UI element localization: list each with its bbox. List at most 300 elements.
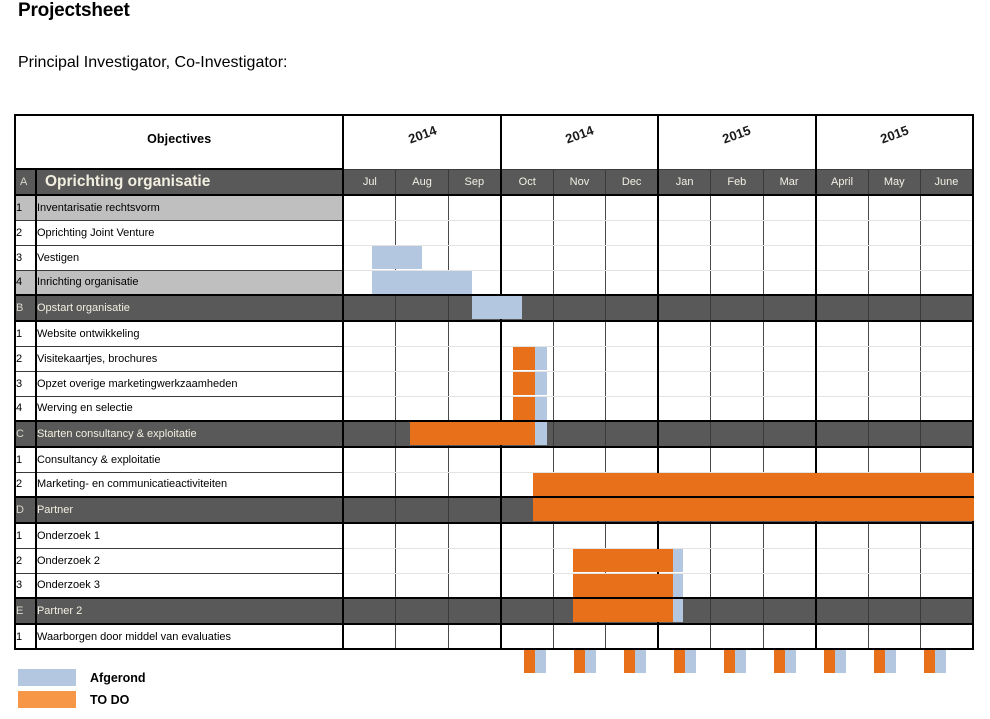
cell-4-jan[interactable] — [658, 270, 710, 295]
cell-1-jan[interactable] — [658, 195, 710, 220]
task-code-1: 1 — [15, 624, 36, 649]
cell-3-june[interactable] — [920, 371, 973, 396]
section-code-D: D — [15, 497, 36, 523]
section-row — [15, 497, 973, 523]
cell-E-jan[interactable] — [658, 598, 710, 624]
cell-2-jan[interactable] — [658, 220, 710, 245]
cell-4-aug[interactable] — [396, 270, 448, 295]
month-header-may[interactable]: May — [868, 169, 920, 195]
cell-C-jan[interactable] — [658, 421, 710, 447]
cell-2-mar[interactable] — [763, 346, 815, 371]
cell-2-jul[interactable] — [343, 346, 395, 371]
legend — [18, 668, 146, 712]
cell-3-jul[interactable] — [343, 371, 395, 396]
cell-2-oct[interactable] — [501, 548, 553, 573]
cell-2-jan[interactable] — [658, 472, 710, 497]
cell-2-nov[interactable] — [553, 548, 605, 573]
cell-B-aug[interactable] — [396, 295, 448, 321]
task-name: Onderzoek 3 — [36, 573, 343, 598]
cell-E-feb[interactable] — [711, 598, 763, 624]
cell-3-sep[interactable] — [448, 245, 500, 270]
cell-B-mar[interactable] — [763, 295, 815, 321]
cell-C-feb[interactable] — [711, 421, 763, 447]
cell-B-oct[interactable] — [501, 295, 553, 321]
cell-3-jan[interactable] — [658, 245, 710, 270]
task-row — [15, 472, 973, 497]
cell-2-june[interactable] — [920, 548, 973, 573]
cell-2-dec[interactable] — [606, 346, 658, 371]
task-row — [15, 346, 973, 371]
cell-4-april[interactable] — [816, 396, 868, 421]
cell-1-june[interactable] — [920, 195, 973, 220]
cell-C-dec[interactable] — [606, 421, 658, 447]
cell-1-jul[interactable] — [343, 523, 395, 548]
month-header-jan[interactable]: Jan — [658, 169, 710, 195]
cell-2-feb[interactable] — [711, 346, 763, 371]
task-code-2: 2 — [15, 220, 36, 245]
cell-D-sep[interactable] — [448, 497, 500, 523]
cell-2-april[interactable] — [816, 548, 868, 573]
cell-2-may[interactable] — [868, 548, 920, 573]
cell-2-sep[interactable] — [448, 548, 500, 573]
cell-2-jul[interactable] — [343, 472, 395, 497]
cell-D-jul[interactable] — [343, 497, 395, 523]
bar-done-marker-june — [935, 650, 946, 673]
cell-4-mar[interactable] — [763, 396, 815, 421]
cell-2-sep[interactable] — [448, 472, 500, 497]
cell-2-aug[interactable] — [396, 548, 448, 573]
cell-E-mar[interactable] — [763, 598, 815, 624]
cell-1-jan[interactable] — [658, 624, 710, 649]
cell-1-mar[interactable] — [763, 523, 815, 548]
section-name: Starten consultancy & exploitatie — [36, 421, 343, 447]
bar-todo-marker-mar — [774, 650, 785, 673]
cell-B-jan[interactable] — [658, 295, 710, 321]
cell-3-jan[interactable] — [658, 573, 710, 598]
task-code-3: 3 — [15, 573, 36, 598]
cell-C-mar[interactable] — [763, 421, 815, 447]
cell-4-oct[interactable] — [501, 396, 553, 421]
cell-1-nov[interactable] — [553, 624, 605, 649]
cell-4-dec[interactable] — [606, 270, 658, 295]
cell-1-may[interactable] — [868, 624, 920, 649]
task-row — [15, 321, 973, 346]
cell-2-mar[interactable] — [763, 220, 815, 245]
cell-2-feb[interactable] — [711, 220, 763, 245]
cell-3-feb[interactable] — [711, 245, 763, 270]
cell-1-april[interactable] — [816, 195, 868, 220]
month-header-april[interactable]: April — [816, 169, 868, 195]
cell-1-sep[interactable] — [448, 447, 500, 472]
cell-3-april[interactable] — [816, 245, 868, 270]
cell-1-april[interactable] — [816, 321, 868, 346]
cell-2-nov[interactable] — [553, 346, 605, 371]
cell-2-april[interactable] — [816, 472, 868, 497]
cell-C-jul[interactable] — [343, 421, 395, 447]
cell-1-dec[interactable] — [606, 447, 658, 472]
cell-C-oct[interactable] — [501, 421, 553, 447]
cell-2-dec[interactable] — [606, 548, 658, 573]
cell-3-oct[interactable] — [501, 573, 553, 598]
cell-D-feb[interactable] — [711, 497, 763, 523]
objectives-header-label: Objectives — [147, 132, 212, 146]
section-name: Partner — [36, 497, 343, 523]
cell-3-jan[interactable] — [658, 371, 710, 396]
cell-2-june[interactable] — [920, 472, 973, 497]
cell-1-may[interactable] — [868, 523, 920, 548]
cell-E-may[interactable] — [868, 598, 920, 624]
cell-1-aug[interactable] — [396, 447, 448, 472]
task-row — [15, 245, 973, 270]
cell-3-april[interactable] — [816, 371, 868, 396]
cell-1-may[interactable] — [868, 195, 920, 220]
cell-B-dec[interactable] — [606, 295, 658, 321]
cell-1-mar[interactable] — [763, 195, 815, 220]
cell-1-aug[interactable] — [396, 195, 448, 220]
task-code-1: 1 — [15, 523, 36, 548]
cell-3-dec[interactable] — [606, 371, 658, 396]
cell-1-feb[interactable] — [711, 195, 763, 220]
cell-2-aug[interactable] — [396, 220, 448, 245]
cell-3-jul[interactable] — [343, 245, 395, 270]
year-label: 2014 — [405, 122, 439, 147]
month-header-jul[interactable]: Jul — [343, 169, 395, 195]
legend-swatch-afgerond — [18, 669, 76, 686]
cell-E-april[interactable] — [816, 598, 868, 624]
bar-done-marker-may — [885, 650, 896, 673]
cell-3-nov[interactable] — [553, 371, 605, 396]
cell-2-may[interactable] — [868, 346, 920, 371]
cell-2-aug[interactable] — [396, 346, 448, 371]
cell-2-jan[interactable] — [658, 346, 710, 371]
task-name: Waarborgen door middel van evaluaties — [36, 624, 343, 649]
cell-1-jan[interactable] — [658, 523, 710, 548]
cell-1-sep[interactable] — [448, 195, 500, 220]
cell-4-nov[interactable] — [553, 270, 605, 295]
task-name: Website ontwikkeling — [36, 321, 343, 346]
bar-todo-marker-nov — [574, 650, 585, 673]
section-row — [15, 421, 973, 447]
cell-2-nov[interactable] — [553, 472, 605, 497]
cell-1-jul[interactable] — [343, 624, 395, 649]
cell-B-june[interactable] — [920, 295, 973, 321]
cell-2-sep[interactable] — [448, 220, 500, 245]
cell-2-feb[interactable] — [711, 472, 763, 497]
year-group-0 — [343, 115, 500, 169]
cell-2-oct[interactable] — [501, 346, 553, 371]
cell-2-may[interactable] — [868, 220, 920, 245]
cell-4-jan[interactable] — [658, 396, 710, 421]
cell-4-june[interactable] — [920, 270, 973, 295]
task-name: Oprichting Joint Venture — [36, 220, 343, 245]
month-header-june[interactable]: June — [920, 169, 973, 195]
year-label: 2015 — [720, 122, 754, 147]
cell-E-jul[interactable] — [343, 598, 395, 624]
cell-E-aug[interactable] — [396, 598, 448, 624]
cell-C-april[interactable] — [816, 421, 868, 447]
cell-E-june[interactable] — [920, 598, 973, 624]
cell-D-nov[interactable] — [553, 497, 605, 523]
cell-1-oct[interactable] — [501, 447, 553, 472]
task-name: Visitekaartjes, brochures — [36, 346, 343, 371]
cell-B-sep[interactable] — [448, 295, 500, 321]
cell-4-nov[interactable] — [553, 396, 605, 421]
section-name: Opstart organisatie — [36, 295, 343, 321]
cell-D-april[interactable] — [816, 497, 868, 523]
month-header-sep[interactable]: Sep — [448, 169, 500, 195]
cell-1-april[interactable] — [816, 523, 868, 548]
cell-1-oct[interactable] — [501, 321, 553, 346]
cell-3-oct[interactable] — [501, 371, 553, 396]
cell-1-nov[interactable] — [553, 321, 605, 346]
cell-E-nov[interactable] — [553, 598, 605, 624]
bar-todo-marker-may — [874, 650, 885, 673]
cell-4-sep[interactable] — [448, 396, 500, 421]
cell-1-jan[interactable] — [658, 321, 710, 346]
cell-D-jan[interactable] — [658, 497, 710, 523]
cell-C-sep[interactable] — [448, 421, 500, 447]
month-header-feb[interactable]: Feb — [711, 169, 763, 195]
cell-2-april[interactable] — [816, 346, 868, 371]
cell-2-june[interactable] — [920, 220, 973, 245]
cell-2-mar[interactable] — [763, 472, 815, 497]
cell-3-aug[interactable] — [396, 573, 448, 598]
task-code-2: 2 — [15, 548, 36, 573]
cell-D-mar[interactable] — [763, 497, 815, 523]
cell-3-sep[interactable] — [448, 573, 500, 598]
cell-1-may[interactable] — [868, 321, 920, 346]
cell-1-dec[interactable] — [606, 195, 658, 220]
task-code-1: 1 — [15, 195, 36, 220]
cell-3-sep[interactable] — [448, 371, 500, 396]
month-header-aug[interactable]: Aug — [396, 169, 448, 195]
section-row — [15, 295, 973, 321]
cell-C-may[interactable] — [868, 421, 920, 447]
task-row — [15, 220, 973, 245]
cell-3-mar[interactable] — [763, 371, 815, 396]
month-header-row — [15, 169, 973, 195]
cell-1-mar[interactable] — [763, 321, 815, 346]
bar-todo-marker-jan — [674, 650, 685, 673]
cell-1-may[interactable] — [868, 447, 920, 472]
cell-3-aug[interactable] — [396, 245, 448, 270]
task-code-3: 3 — [15, 371, 36, 396]
cell-B-nov[interactable] — [553, 295, 605, 321]
cell-D-may[interactable] — [868, 497, 920, 523]
cell-2-jul[interactable] — [343, 548, 395, 573]
gantt-body — [15, 195, 973, 649]
cell-3-mar[interactable] — [763, 573, 815, 598]
cell-2-may[interactable] — [868, 472, 920, 497]
cell-D-june[interactable] — [920, 497, 973, 523]
task-row — [15, 523, 973, 548]
cell-B-feb[interactable] — [711, 295, 763, 321]
objectives-header-cell — [15, 115, 343, 169]
bar-todo-marker-april — [824, 650, 835, 673]
cell-1-dec[interactable] — [606, 624, 658, 649]
cell-1-aug[interactable] — [396, 624, 448, 649]
cell-3-feb[interactable] — [711, 371, 763, 396]
cell-1-june[interactable] — [920, 447, 973, 472]
cell-3-feb[interactable] — [711, 573, 763, 598]
task-row — [15, 548, 973, 573]
bar-todo-marker-dec — [624, 650, 635, 673]
cell-1-feb[interactable] — [711, 447, 763, 472]
cell-1-sep[interactable] — [448, 321, 500, 346]
task-name: Inventarisatie rechtsvorm — [36, 195, 343, 220]
cell-3-may[interactable] — [868, 371, 920, 396]
cell-2-feb[interactable] — [711, 548, 763, 573]
cell-1-april[interactable] — [816, 447, 868, 472]
task-code-1: 1 — [15, 321, 36, 346]
cell-3-dec[interactable] — [606, 573, 658, 598]
cell-1-dec[interactable] — [606, 321, 658, 346]
cell-2-jan[interactable] — [658, 548, 710, 573]
cell-1-oct[interactable] — [501, 195, 553, 220]
cell-4-oct[interactable] — [501, 270, 553, 295]
cell-1-nov[interactable] — [553, 447, 605, 472]
month-header-nov[interactable]: Nov — [553, 169, 605, 195]
cell-2-oct[interactable] — [501, 220, 553, 245]
cell-1-jan[interactable] — [658, 447, 710, 472]
section-code-B: B — [15, 295, 36, 321]
year-group-1 — [501, 115, 658, 169]
cell-E-dec[interactable] — [606, 598, 658, 624]
cell-D-oct[interactable] — [501, 497, 553, 523]
bar-done-marker-nov — [585, 650, 596, 673]
cell-C-june[interactable] — [920, 421, 973, 447]
cell-1-april[interactable] — [816, 624, 868, 649]
cell-1-feb[interactable] — [711, 321, 763, 346]
cell-1-mar[interactable] — [763, 624, 815, 649]
cell-2-jul[interactable] — [343, 220, 395, 245]
cell-E-sep[interactable] — [448, 598, 500, 624]
cell-4-feb[interactable] — [711, 270, 763, 295]
cell-4-may[interactable] — [868, 270, 920, 295]
cell-3-oct[interactable] — [501, 245, 553, 270]
gantt-table — [14, 114, 974, 650]
cell-D-aug[interactable] — [396, 497, 448, 523]
cell-B-jul[interactable] — [343, 295, 395, 321]
year-header-row — [15, 115, 973, 169]
cell-1-june[interactable] — [920, 321, 973, 346]
cell-1-sep[interactable] — [448, 523, 500, 548]
cell-C-aug[interactable] — [396, 421, 448, 447]
cell-2-dec[interactable] — [606, 220, 658, 245]
cell-E-oct[interactable] — [501, 598, 553, 624]
task-name: Marketing- en communicatieactiviteiten — [36, 472, 343, 497]
cell-1-nov[interactable] — [553, 195, 605, 220]
cell-3-june[interactable] — [920, 245, 973, 270]
task-row — [15, 270, 973, 295]
cell-1-oct[interactable] — [501, 523, 553, 548]
cell-4-aug[interactable] — [396, 396, 448, 421]
legend-swatch-to-do — [18, 691, 76, 708]
cell-D-dec[interactable] — [606, 497, 658, 523]
cell-1-jul[interactable] — [343, 321, 395, 346]
cell-4-feb[interactable] — [711, 396, 763, 421]
task-name: Onderzoek 1 — [36, 523, 343, 548]
task-row — [15, 195, 973, 220]
cell-4-jul[interactable] — [343, 396, 395, 421]
cell-1-jul[interactable] — [343, 447, 395, 472]
cell-C-nov[interactable] — [553, 421, 605, 447]
month-header-dec[interactable]: Dec — [606, 169, 658, 195]
cell-1-dec[interactable] — [606, 523, 658, 548]
cell-1-nov[interactable] — [553, 523, 605, 548]
cell-3-dec[interactable] — [606, 245, 658, 270]
cell-4-april[interactable] — [816, 270, 868, 295]
cell-2-mar[interactable] — [763, 548, 815, 573]
cell-2-dec[interactable] — [606, 472, 658, 497]
gantt-header — [15, 115, 973, 195]
month-header-oct[interactable]: Oct — [501, 169, 553, 195]
task-name: Onderzoek 2 — [36, 548, 343, 573]
bar-done-marker-mar — [785, 650, 796, 673]
cell-4-dec[interactable] — [606, 396, 658, 421]
cell-1-oct[interactable] — [501, 624, 553, 649]
month-header-mar[interactable]: Mar — [763, 169, 815, 195]
cell-B-april[interactable] — [816, 295, 868, 321]
cell-3-may[interactable] — [868, 245, 920, 270]
cell-1-feb[interactable] — [711, 523, 763, 548]
bar-todo-marker-feb — [724, 650, 735, 673]
cell-4-june[interactable] — [920, 396, 973, 421]
cell-2-aug[interactable] — [396, 472, 448, 497]
year-label: 2015 — [878, 122, 911, 147]
cell-2-oct[interactable] — [501, 472, 553, 497]
cell-1-sep[interactable] — [448, 624, 500, 649]
cell-3-may[interactable] — [868, 573, 920, 598]
cell-1-aug[interactable] — [396, 321, 448, 346]
task-code-1: 1 — [15, 447, 36, 472]
cell-3-jul[interactable] — [343, 573, 395, 598]
cell-4-sep[interactable] — [448, 270, 500, 295]
cell-3-nov[interactable] — [553, 573, 605, 598]
task-code-4: 4 — [15, 270, 36, 295]
cell-3-june[interactable] — [920, 573, 973, 598]
year-group-3 — [816, 115, 973, 169]
cell-1-feb[interactable] — [711, 624, 763, 649]
year-label: 2014 — [563, 122, 596, 147]
cell-B-may[interactable] — [868, 295, 920, 321]
cell-1-june[interactable] — [920, 624, 973, 649]
section-row — [15, 598, 973, 624]
cell-1-june[interactable] — [920, 523, 973, 548]
section-name-A: Oprichting organisatie — [36, 169, 343, 195]
cell-2-nov[interactable] — [553, 220, 605, 245]
bar-todo-marker-oct — [524, 650, 535, 673]
cell-1-aug[interactable] — [396, 523, 448, 548]
cell-4-mar[interactable] — [763, 270, 815, 295]
cell-1-jul[interactable] — [343, 195, 395, 220]
cell-2-june[interactable] — [920, 346, 973, 371]
cell-1-mar[interactable] — [763, 447, 815, 472]
task-row — [15, 624, 973, 649]
cell-2-april[interactable] — [816, 220, 868, 245]
task-name: Werving en selectie — [36, 396, 343, 421]
cell-3-aug[interactable] — [396, 371, 448, 396]
cell-3-mar[interactable] — [763, 245, 815, 270]
cell-3-nov[interactable] — [553, 245, 605, 270]
cell-4-may[interactable] — [868, 396, 920, 421]
task-name: Consultancy & exploitatie — [36, 447, 343, 472]
section-code-A: A — [15, 169, 36, 195]
cell-3-april[interactable] — [816, 573, 868, 598]
bar-done-marker-dec — [635, 650, 646, 673]
cell-4-jul[interactable] — [343, 270, 395, 295]
cell-2-sep[interactable] — [448, 346, 500, 371]
